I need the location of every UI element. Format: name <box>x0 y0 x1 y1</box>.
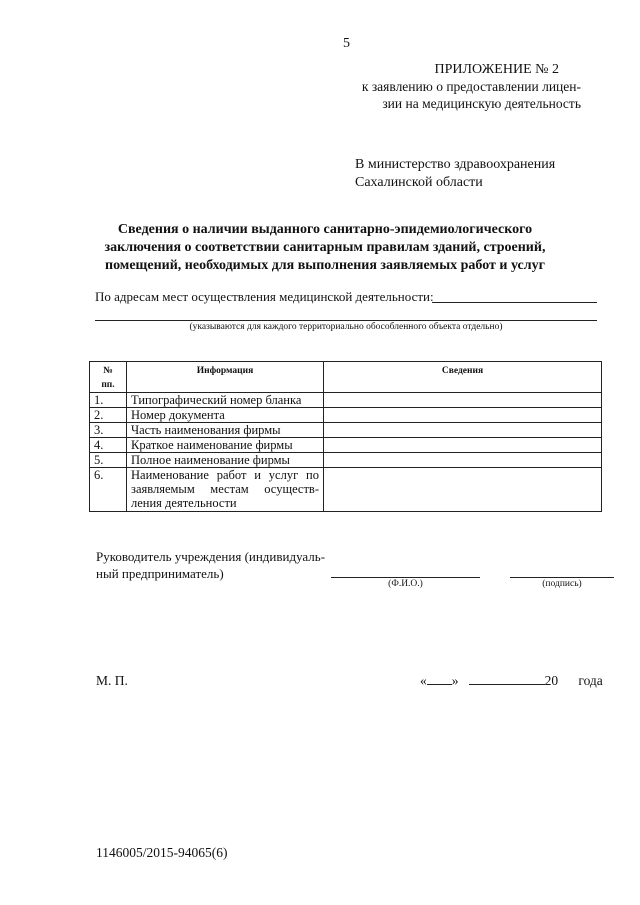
stamp-label: М. П. <box>96 673 128 688</box>
signature-input-line[interactable] <box>510 577 614 578</box>
row-details-cell[interactable] <box>324 393 602 408</box>
page-number: 5 <box>343 36 350 51</box>
title-line-2: заключения о соответствии санитарным правилам зданий, строений, <box>104 240 546 255</box>
row-information: Краткое наименование фирмы <box>127 438 324 453</box>
address-note: (указываются для каждого территориально обособленного объекта отдельно) <box>189 322 503 332</box>
manager-label-line-1: Руководитель учреждения (индивидуаль- <box>96 549 326 564</box>
table-row <box>90 408 602 423</box>
row-number: 3. <box>90 423 127 438</box>
appendix-title: ПРИЛОЖЕНИЕ № 2 <box>434 62 559 77</box>
recipient-line-1: В министерство здравоохранения <box>355 157 556 172</box>
title-line-3: помещений, необходимых для выполнения заявляемых работ и услуг <box>105 258 545 273</box>
row-number: 4. <box>90 438 127 453</box>
date-month-blank[interactable] <box>469 684 545 685</box>
row-number: 2. <box>90 408 127 423</box>
row-information: Типографический номер бланка <box>127 393 324 408</box>
header-details: Сведения <box>324 362 602 393</box>
date-close-quote: » <box>451 673 459 688</box>
header-number-line-2: пп. <box>101 380 115 390</box>
table-row <box>90 393 602 408</box>
row-number: 1. <box>90 393 127 408</box>
row-information: Часть наименования фирмы <box>127 423 324 438</box>
information-table <box>89 361 602 512</box>
date-year-prefix: 20 <box>544 673 559 688</box>
header-number-line-1: № <box>103 366 113 376</box>
table-row <box>90 468 602 512</box>
table-header-row <box>90 362 602 393</box>
header-information: Информация <box>127 362 324 393</box>
row-number: 6. <box>90 468 127 512</box>
row-details-cell[interactable] <box>324 423 602 438</box>
table-row <box>90 423 602 438</box>
row-number: 5. <box>90 453 127 468</box>
table-row <box>90 438 602 453</box>
row-details-cell[interactable] <box>324 438 602 453</box>
date-day-blank[interactable] <box>427 684 452 685</box>
footer-code: 1146005/2015-94065(6) <box>96 845 228 860</box>
fio-label: (Ф.И.О.) <box>388 579 423 589</box>
manager-label-line-2: ный предприниматель) <box>96 566 224 581</box>
recipient-line-2: Сахалинской области <box>355 175 483 190</box>
address-label: По адресам мест осуществления медицинской деятельности: <box>95 289 434 304</box>
appendix-line-1: к заявлению о предоставлении лицен- <box>361 79 581 94</box>
document-title <box>60 221 590 275</box>
appendix-header <box>351 61 581 112</box>
row-details-cell[interactable] <box>324 468 602 512</box>
recipient-block <box>355 156 555 192</box>
row-details-cell[interactable] <box>324 408 602 423</box>
appendix-line-2: зии на медицинскую деятельность <box>382 96 581 111</box>
row-information: Наименование работ и услуг по заявляемым местам осуществ-ления деятельности <box>127 468 324 512</box>
header-number <box>90 362 127 393</box>
signature-label: (подпись) <box>542 579 582 589</box>
date-open-quote: « <box>420 673 427 688</box>
row-information: Полное наименование фирмы <box>127 453 324 468</box>
date-year-label: года <box>578 673 603 688</box>
date-field <box>420 673 603 689</box>
row-details-cell[interactable] <box>324 453 602 468</box>
address-input-line[interactable] <box>432 302 597 303</box>
manager-label <box>96 548 346 582</box>
row-information: Номер документа <box>127 408 324 423</box>
fio-input-line[interactable] <box>331 577 480 578</box>
table-row <box>90 453 602 468</box>
address-input-line-2[interactable] <box>95 320 597 321</box>
title-line-1: Сведения о наличии выданного санитарно-эпидемиологического <box>117 222 533 237</box>
